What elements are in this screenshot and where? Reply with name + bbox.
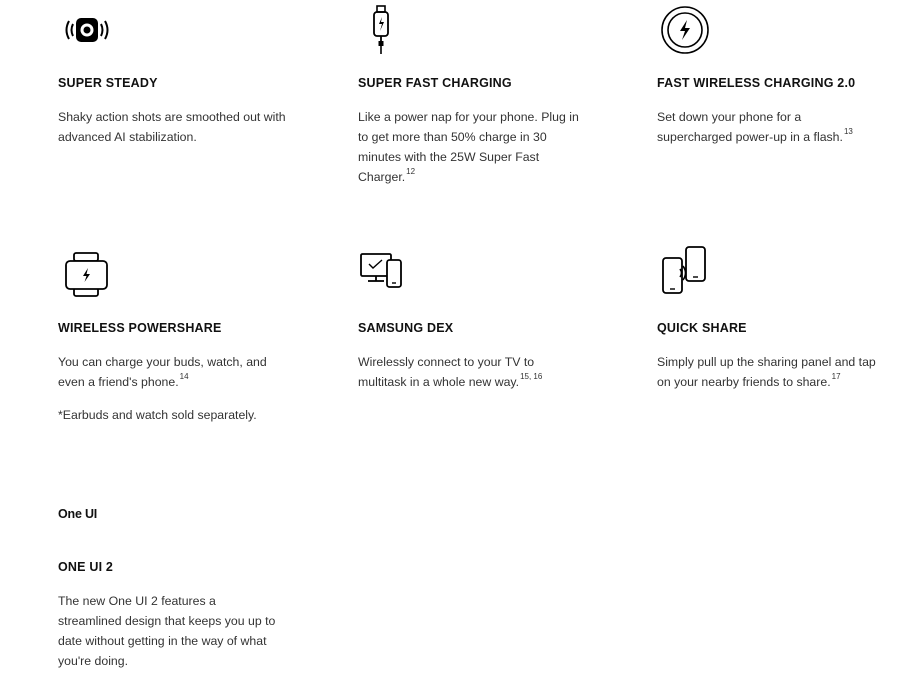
- feature-desc-quick-share: [657, 352, 882, 392]
- feature-desc-text: You can charge your buds, watch, and even a friend's phone.: [58, 355, 267, 389]
- disclaimer-note: *Earbuds and watch sold separately.: [58, 408, 257, 422]
- feature-desc-one-ui-2: The new One UI 2 features a streamlined design that keeps you up to date without getting in the way of what you're doing.: [58, 594, 276, 668]
- wireless-charging-icon: [660, 5, 710, 55]
- feature-desc-text: Wirelessly connect to your TV to multitask in a whole new way.: [358, 355, 535, 389]
- feature-desc-text: Like a power nap for your phone. Plug in to get more than 50% charge in 30 minutes with the 25W Super Fast Charger.: [358, 110, 579, 184]
- feature-desc-wireless-powershare: [58, 352, 278, 392]
- feature-title-quick-share: QUICK SHARE: [657, 321, 747, 335]
- feature-title-samsung-dex: SAMSUNG DEX: [358, 321, 454, 335]
- feature-desc-fast-wireless-charging: [657, 107, 872, 147]
- footnote-ref[interactable]: 13: [843, 126, 853, 136]
- footnote-ref[interactable]: 12: [406, 166, 416, 176]
- powershare-icon: [65, 252, 109, 298]
- footnote-ref[interactable]: 14: [179, 371, 189, 381]
- feature-title-one-ui-2: ONE UI 2: [58, 560, 114, 574]
- feature-desc-super-fast-charging: [358, 107, 583, 187]
- feature-title-super-steady: SUPER STEADY: [58, 76, 158, 90]
- dex-monitor-phone-icon: [360, 253, 404, 289]
- section-label-one-ui: One UI: [58, 507, 98, 521]
- feature-desc-text: Set down your phone for a supercharged power-up in a flash.: [657, 110, 843, 144]
- quick-share-icon: [660, 246, 710, 296]
- footnote-ref[interactable]: 15, 16: [520, 371, 543, 381]
- feature-title-super-fast-charging: SUPER FAST CHARGING: [358, 76, 512, 90]
- feature-desc-text: Shaky action shots are smoothed out with advanced AI stabilization.: [58, 110, 286, 144]
- feature-title-fast-wireless-charging: FAST WIRELESS CHARGING 2.0: [657, 76, 856, 90]
- feature-desc-super-steady: [58, 107, 288, 147]
- feature-title-wireless-powershare: WIRELESS POWERSHARE: [58, 321, 222, 335]
- feature-desc-text: Simply pull up the sharing panel and tap on your nearby friends to share.: [657, 355, 876, 389]
- steady-camera-icon: [62, 13, 112, 47]
- feature-desc-samsung-dex: [358, 352, 563, 392]
- usb-cable-icon: [370, 5, 392, 55]
- footnote-ref[interactable]: 17: [831, 371, 841, 381]
